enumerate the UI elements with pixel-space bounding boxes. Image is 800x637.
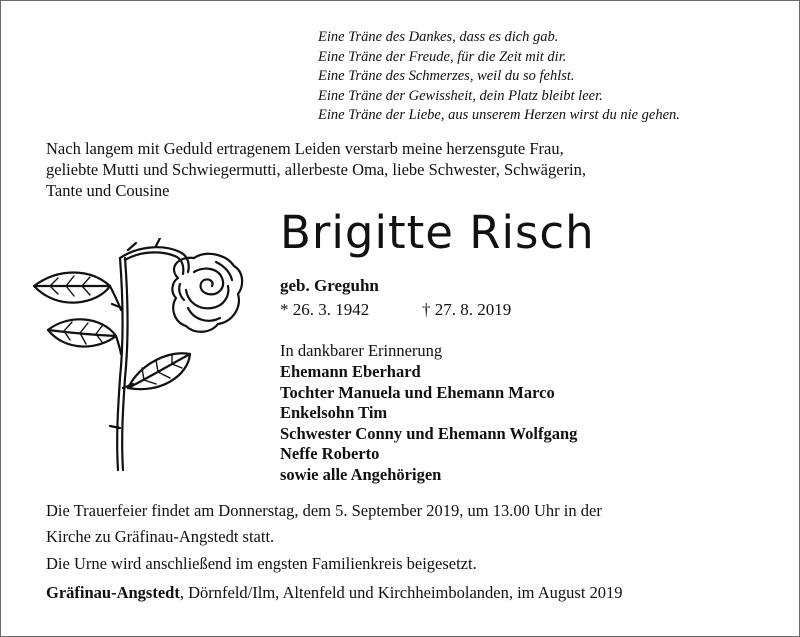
memory-label: In dankbarer Erinnerung (280, 341, 443, 360)
intro-line: Nach langem mit Geduld ertragenem Leiden verstarb meine herzensgute Frau, (46, 139, 564, 158)
closing-rest: , Dörnfeld/Ilm, Altenfeld und Kirchheimbolanden, im August 2019 (179, 583, 623, 602)
poem-line: Eine Träne des Dankes, dass es dich gab. (318, 29, 559, 45)
mourner-entry: sowie alle Angehörigen (280, 464, 442, 484)
death-date: † 27. 8. 2019 (422, 300, 512, 319)
maiden-name: geb. Greguhn (280, 276, 379, 295)
poem-block (318, 28, 680, 126)
mourner-entry: Ehemann Eberhard (280, 362, 421, 381)
poem-line: Eine Träne des Schmerzes, weil du so fehlst. (318, 68, 575, 85)
mourner-entry: Schwester Conny und Ehemann Wolfgang (280, 423, 578, 443)
urn-info: Die Urne wird anschließend im engsten Familienkreis beigesetzt. (46, 554, 477, 573)
intro-line: Tante und Cousine (46, 181, 170, 200)
deceased-name: Brigitte Risch (280, 206, 595, 259)
funeral-line: Die Trauerfeier findet am Donnerstag, dem 5. September 2019, um 13.00 Uhr in der (46, 501, 602, 520)
funeral-line: Kirche zu Gräfinau-Angstedt statt. (46, 527, 275, 546)
life-dates (280, 300, 512, 320)
closing-place: Gräfinau-Angstedt (46, 583, 180, 602)
closing-line (46, 583, 623, 603)
poem-line: Eine Träne der Freude, für die Zeit mit dir. (318, 48, 567, 65)
mourner-entry: Neffe Roberto (280, 444, 380, 464)
intro-line: geliebte Mutti und Schwiegermutti, allerbeste Oma, liebe Schwester, Schwägerin, (46, 160, 587, 179)
poem-line: Eine Träne der Liebe, aus unserem Herzen wirst du nie gehen. (318, 107, 680, 124)
intro-text (46, 138, 766, 201)
funeral-info (46, 498, 766, 550)
mourner-entry: Tochter Manuela und Ehemann Marco (280, 382, 555, 402)
poem-line: Eine Träne der Gewissheit, dein Platz bleibt leer. (318, 87, 603, 104)
rose-drawing-icon (28, 238, 253, 478)
mourner-entry: Enkelsohn Tim (280, 403, 388, 423)
birth-date: * 26. 3. 1942 (280, 300, 370, 319)
mourners-list (280, 362, 577, 486)
